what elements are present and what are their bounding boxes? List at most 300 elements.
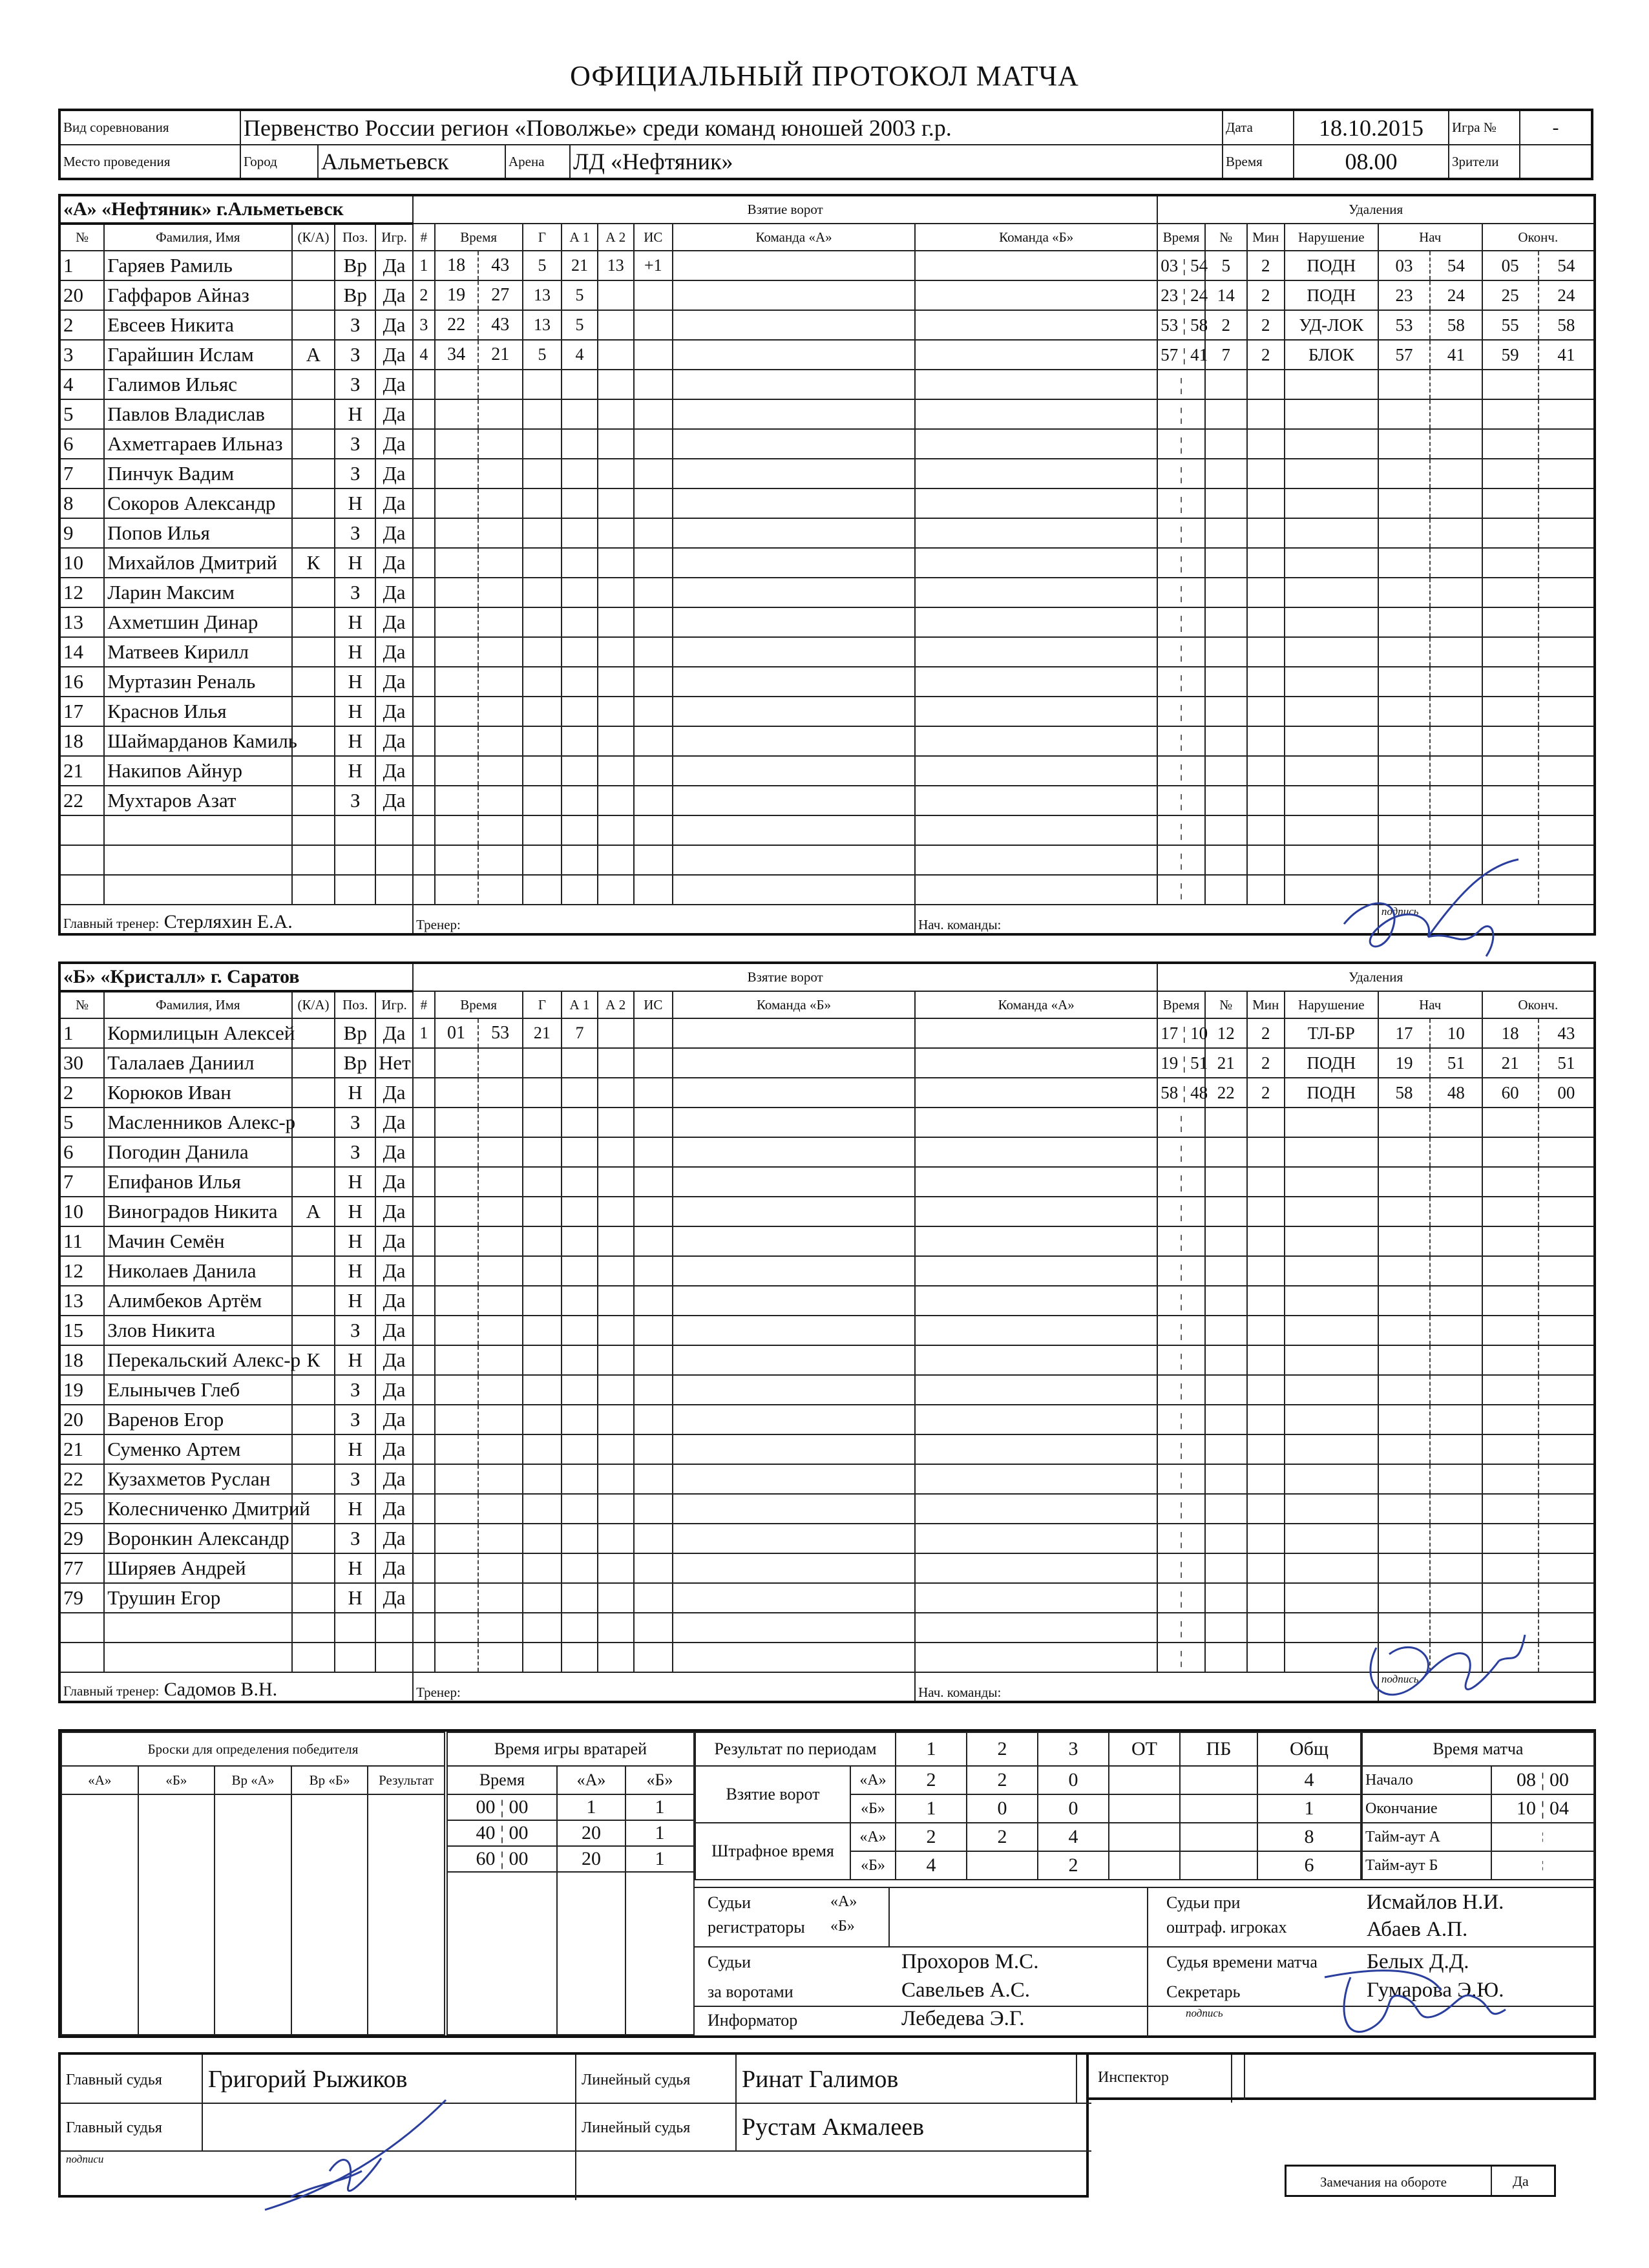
lineup-opp-cell xyxy=(915,518,1157,548)
player-name: Евсеев Никита xyxy=(104,310,291,340)
player-name: Виноградов Никита xyxy=(104,1197,291,1226)
goal-situation xyxy=(634,1524,673,1553)
penalty-time: ¦ xyxy=(1157,518,1205,548)
penalty-infraction xyxy=(1285,637,1378,667)
goal-number xyxy=(413,1286,434,1316)
goal-time-min: 19 xyxy=(435,280,478,310)
goal-number xyxy=(413,1256,434,1286)
penalty-start-sec xyxy=(1430,1345,1482,1375)
goal-number xyxy=(413,548,434,578)
lineup-own-cell xyxy=(673,518,915,548)
res-cell: 2 xyxy=(1038,1851,1109,1880)
penalty-start-min xyxy=(1378,1316,1430,1345)
player-position: Н xyxy=(335,1256,375,1286)
col-pen-infraction: Нарушение xyxy=(1285,224,1378,251)
penalty-start-min xyxy=(1378,607,1430,637)
player-name: Гаффаров Айназ xyxy=(104,280,291,310)
penalty-time: ¦ xyxy=(1157,1167,1205,1197)
lineup-opp-cell xyxy=(915,370,1157,399)
penalty-minutes xyxy=(1247,1345,1285,1375)
penalty-end-sec xyxy=(1539,845,1595,875)
penalty-player xyxy=(1205,1137,1247,1167)
goal-assist-2 xyxy=(598,726,634,756)
goal-time-sec xyxy=(478,1078,523,1108)
lineup-own-cell xyxy=(673,1613,915,1643)
goal-time-min: 01 xyxy=(435,1018,478,1048)
penalty-start-min: 53 xyxy=(1378,310,1430,340)
penalty-player xyxy=(1205,1553,1247,1583)
penalty-minutes xyxy=(1247,1494,1285,1524)
penalty-player xyxy=(1205,459,1247,488)
goal-situation xyxy=(634,429,673,459)
penalty-minutes xyxy=(1247,815,1285,845)
penalty-player xyxy=(1205,1197,1247,1226)
goal-assist-2 xyxy=(598,1078,634,1108)
penalty-end-min xyxy=(1482,399,1539,429)
goal-assist-1 xyxy=(562,1583,598,1613)
player-name: Ахметгараев Ильназ xyxy=(104,429,291,459)
goal-assist-1: 7 xyxy=(562,1018,598,1048)
penalty-minutes: 2 xyxy=(1247,280,1285,310)
penalty-start-sec xyxy=(1430,1494,1482,1524)
goal-time-min xyxy=(435,1048,478,1078)
lineup-opp-cell xyxy=(915,1494,1157,1524)
penalty-minutes xyxy=(1247,786,1285,815)
penalty-start-sec xyxy=(1430,578,1482,607)
player-position: З xyxy=(335,1405,375,1434)
goal-assist-2 xyxy=(598,1494,634,1524)
penalty-infraction xyxy=(1285,1286,1378,1316)
goal-number xyxy=(413,1494,434,1524)
goal-assist-1 xyxy=(562,756,598,786)
penalty-start-sec xyxy=(1430,518,1482,548)
penalty-end-sec xyxy=(1539,1286,1595,1316)
goal-assist-1 xyxy=(562,1494,598,1524)
secretary-sign-label: подпись xyxy=(1186,2007,1223,2019)
goal-time-sec xyxy=(478,1226,523,1256)
penalty-player: 12 xyxy=(1205,1018,1247,1048)
goal-assist-1 xyxy=(562,667,598,697)
penalty-start-min xyxy=(1378,459,1430,488)
res-col-ot: ОТ xyxy=(1109,1732,1180,1766)
penalty-player xyxy=(1205,488,1247,518)
penalty-player: 21 xyxy=(1205,1048,1247,1078)
penalty-end-min xyxy=(1482,815,1539,845)
penalty-end-sec: 43 xyxy=(1539,1018,1595,1048)
goal-assist-2 xyxy=(598,1197,634,1226)
player-position: Н xyxy=(335,1197,375,1226)
player-name: Погодин Данила xyxy=(104,1137,291,1167)
penalty-end-min xyxy=(1482,1434,1539,1464)
penalty-end-sec: 41 xyxy=(1539,340,1595,370)
goal-number xyxy=(413,845,434,875)
player-played: Да xyxy=(375,1286,413,1316)
goal-time-min xyxy=(435,1405,478,1434)
player-role xyxy=(292,1553,335,1583)
col-pen-min: Мин xyxy=(1247,224,1285,251)
player-name: Михайлов Дмитрий xyxy=(104,548,291,578)
secretary-label: Секретарь xyxy=(1166,1982,1241,2001)
lineup-own-cell xyxy=(673,667,915,697)
res-cell xyxy=(1109,1851,1180,1880)
goal-time-sec xyxy=(478,578,523,607)
col-ka: (К/А) xyxy=(292,991,335,1018)
lineup-own-cell xyxy=(673,1108,915,1137)
signature-coach-a xyxy=(1331,853,1525,995)
player-row xyxy=(59,1256,1595,1286)
goal-assist-1 xyxy=(562,637,598,667)
lineup-own-cell xyxy=(673,399,915,429)
player-name: Шаймарданов Камиль xyxy=(104,726,291,756)
player-played: Да xyxy=(375,1345,413,1375)
lineup-opp-cell xyxy=(915,875,1157,905)
time-label: Время xyxy=(1223,145,1294,179)
player-row xyxy=(59,815,1595,845)
col-assist-2: А 2 xyxy=(598,991,634,1018)
res-cell: 4 xyxy=(1038,1823,1109,1851)
goal-situation xyxy=(634,637,673,667)
player-position: Н xyxy=(335,756,375,786)
goal-assist-2 xyxy=(598,548,634,578)
player-number: 22 xyxy=(59,786,104,815)
line-1: Ринат Галимов xyxy=(742,2066,899,2093)
goal-scorer xyxy=(523,548,562,578)
col-pen-end: Оконч. xyxy=(1482,224,1595,251)
line-2: Рустам Акмалеев xyxy=(742,2114,925,2141)
penalty-player xyxy=(1205,399,1247,429)
goal-number xyxy=(413,726,434,756)
goal-situation xyxy=(634,1078,673,1108)
col-name: Фамилия, Имя xyxy=(104,224,291,251)
player-number: 12 xyxy=(59,578,104,607)
goal-time-min: 34 xyxy=(435,340,478,370)
player-role xyxy=(292,578,335,607)
penalty-time: ¦ xyxy=(1157,1137,1205,1167)
player-name: Колесниченко Дмитрий xyxy=(104,1494,291,1524)
goal-assist-2 xyxy=(598,1434,634,1464)
penalty-end-sec xyxy=(1539,637,1595,667)
penalty-end-sec xyxy=(1539,459,1595,488)
penalty-infraction xyxy=(1285,1494,1378,1524)
lineup-own-cell xyxy=(673,1078,915,1108)
player-position: З xyxy=(335,1524,375,1553)
player-position: Н xyxy=(335,697,375,726)
player-played: Да xyxy=(375,1434,413,1464)
goal-situation xyxy=(634,786,673,815)
player-role xyxy=(292,726,335,756)
penalty-start-min xyxy=(1378,667,1430,697)
player-played: Да xyxy=(375,1167,413,1197)
lineup-own-cell xyxy=(673,1316,915,1345)
lineup-opp-cell xyxy=(915,756,1157,786)
goal-scorer xyxy=(523,1345,562,1375)
player-name: Сокоров Александр xyxy=(104,488,291,518)
player-role xyxy=(292,370,335,399)
player-number: 22 xyxy=(59,1464,104,1494)
reg-team-b: «Б» xyxy=(830,1918,855,1935)
goal-scorer xyxy=(523,459,562,488)
player-row xyxy=(59,280,1595,310)
goal-assist-2 xyxy=(598,399,634,429)
goal-assist-1 xyxy=(562,1553,598,1583)
penalty-infraction xyxy=(1285,370,1378,399)
penalty-end-sec xyxy=(1539,429,1595,459)
goal-assist-2 xyxy=(598,1167,634,1197)
goal-assist-2 xyxy=(598,607,634,637)
goal-scorer xyxy=(523,637,562,667)
penalty-start-sec: 51 xyxy=(1430,1048,1482,1078)
player-played: Да xyxy=(375,726,413,756)
goal-number xyxy=(413,429,434,459)
penalty-minutes xyxy=(1247,1226,1285,1256)
goal-scorer xyxy=(523,1405,562,1434)
shootout-col-gka: Вр «А» xyxy=(215,1766,291,1794)
col-assist-1: А 1 xyxy=(562,224,598,251)
goal-scorer: 21 xyxy=(523,1018,562,1048)
goal-assist-2 xyxy=(598,1345,634,1375)
goal-situation xyxy=(634,1197,673,1226)
penalty-end-sec xyxy=(1539,1494,1595,1524)
player-played: Нет xyxy=(375,1048,413,1078)
player-row xyxy=(59,1464,1595,1494)
lineup-opp-cell xyxy=(915,1464,1157,1494)
goal-assist-2 xyxy=(598,637,634,667)
team-table xyxy=(58,961,1596,1703)
penalty-end-min: 55 xyxy=(1482,310,1539,340)
remarks-box xyxy=(1285,2165,1556,2197)
goal-number xyxy=(413,1613,434,1643)
goal-assist-2 xyxy=(598,1643,634,1672)
player-row xyxy=(59,1405,1595,1434)
lineup-opp-cell xyxy=(915,726,1157,756)
lineup-opp-cell xyxy=(915,1524,1157,1553)
penalty-infraction xyxy=(1285,429,1378,459)
col-goal-no: # xyxy=(413,224,434,251)
header-table xyxy=(58,109,1593,180)
player-position: Н xyxy=(335,399,375,429)
penalty-end-sec: 24 xyxy=(1539,280,1595,310)
goal-scorer xyxy=(523,667,562,697)
lineup-opp-cell xyxy=(915,310,1157,340)
goal-number: 1 xyxy=(413,1018,434,1048)
player-position: Н xyxy=(335,1583,375,1613)
goal-situation xyxy=(634,548,673,578)
penalty-minutes: 2 xyxy=(1247,310,1285,340)
penalty-player xyxy=(1205,845,1247,875)
res-cell: 2 xyxy=(896,1823,967,1851)
goal-assist-2 xyxy=(598,488,634,518)
player-position xyxy=(335,1643,375,1672)
lineup-opp-cell xyxy=(915,429,1157,459)
res-team-b: «Б» xyxy=(850,1794,896,1823)
goals-section-title: Взятие ворот xyxy=(413,963,1157,991)
goal-scorer xyxy=(523,1256,562,1286)
spectators-value xyxy=(1520,145,1592,179)
penalty-end-min: 60 xyxy=(1482,1078,1539,1108)
penalty-time: ¦ xyxy=(1157,1553,1205,1583)
goal-assist-2 xyxy=(598,370,634,399)
goal-situation xyxy=(634,756,673,786)
info-value: Лебедева Э.Г. xyxy=(901,2007,1025,2030)
penalty-minutes xyxy=(1247,637,1285,667)
player-row xyxy=(59,1048,1595,1078)
player-number: 2 xyxy=(59,310,104,340)
penalty-infraction: ПОДН xyxy=(1285,1048,1378,1078)
start-value: 08 ¦ 00 xyxy=(1491,1766,1594,1794)
goal-scorer xyxy=(523,1553,562,1583)
penalty-player xyxy=(1205,1256,1247,1286)
penalty-end-sec xyxy=(1539,1524,1595,1553)
player-position: Н xyxy=(335,1345,375,1375)
res-col-3: 3 xyxy=(1038,1732,1109,1766)
penalty-time: ¦ xyxy=(1157,429,1205,459)
penalty-end-sec xyxy=(1539,488,1595,518)
penalty-start-min xyxy=(1378,1464,1430,1494)
penalty-player xyxy=(1205,370,1247,399)
goal-assist-1 xyxy=(562,518,598,548)
penalty-minutes: 2 xyxy=(1247,1018,1285,1048)
team-chief: Нач. команды: xyxy=(915,1672,1378,1702)
penalty-infraction xyxy=(1285,1434,1378,1464)
penalty-minutes xyxy=(1247,518,1285,548)
team-a-block xyxy=(58,194,1596,936)
goal-time-sec xyxy=(478,1464,523,1494)
lineup-opp-cell xyxy=(915,1316,1157,1345)
goal-scorer xyxy=(523,429,562,459)
lineup-own-cell xyxy=(673,1434,915,1464)
penalty-end-min xyxy=(1482,726,1539,756)
penalty-time: 19 ¦ 51 xyxy=(1157,1048,1205,1078)
goal-time-sec xyxy=(478,1256,523,1286)
goal-time-sec xyxy=(478,1197,523,1226)
player-role xyxy=(292,1286,335,1316)
shootout-col-result: Результат xyxy=(368,1766,445,1794)
penalty-start-min xyxy=(1378,1137,1430,1167)
player-number xyxy=(59,1613,104,1643)
res-team-b: «Б» xyxy=(850,1851,896,1880)
penalty-minutes: 2 xyxy=(1247,340,1285,370)
lineup-opp-cell xyxy=(915,1643,1157,1672)
player-played: Да xyxy=(375,518,413,548)
player-role xyxy=(292,1405,335,1434)
penalty-player xyxy=(1205,1226,1247,1256)
penalty-start-min xyxy=(1378,518,1430,548)
goal-assist-1 xyxy=(562,370,598,399)
res-cell xyxy=(1180,1794,1257,1823)
penalty-infraction xyxy=(1285,459,1378,488)
penalty-start-min xyxy=(1378,1434,1430,1464)
player-played: Да xyxy=(375,1018,413,1048)
goal-number xyxy=(413,756,434,786)
goal-scorer xyxy=(523,1524,562,1553)
game-value: - xyxy=(1520,110,1592,145)
goal-scorer xyxy=(523,845,562,875)
goal-time-min xyxy=(435,667,478,697)
player-number: 3 xyxy=(59,340,104,370)
penalty-infraction: ТЛ-БР xyxy=(1285,1018,1378,1048)
goal-time-min xyxy=(435,845,478,875)
lineup-own-cell xyxy=(673,1256,915,1286)
goal-assist-1 xyxy=(562,1464,598,1494)
penalty-end-sec: 00 xyxy=(1539,1078,1595,1108)
goal-situation xyxy=(634,578,673,607)
remarks-label: Замечания на обороте xyxy=(1320,2174,1447,2190)
lineup-own-cell xyxy=(673,875,915,905)
col-pen-time: Время xyxy=(1157,224,1205,251)
goal-time-min xyxy=(435,1553,478,1583)
goal-time-min xyxy=(435,1434,478,1464)
penalty-infraction xyxy=(1285,548,1378,578)
goal-assist-1: 21 xyxy=(562,251,598,280)
goal-assist-1 xyxy=(562,1226,598,1256)
penalty-player xyxy=(1205,697,1247,726)
goal-time-min xyxy=(435,370,478,399)
penalty-start-sec xyxy=(1430,756,1482,786)
penalty-time: ¦ xyxy=(1157,1286,1205,1316)
res-cell xyxy=(1180,1766,1257,1794)
goal-assist-1 xyxy=(562,1108,598,1137)
penalty-start-min xyxy=(1378,548,1430,578)
goal-time-sec xyxy=(478,667,523,697)
goal-time-min xyxy=(435,1226,478,1256)
goal-situation xyxy=(634,697,673,726)
player-number: 16 xyxy=(59,667,104,697)
penalty-minutes xyxy=(1247,1583,1285,1613)
goal-judges-label2: за воротами xyxy=(708,1982,793,2001)
penalty-end-sec: 54 xyxy=(1539,251,1595,280)
penalty-start-sec xyxy=(1430,1167,1482,1197)
col-play: Игр. xyxy=(375,224,413,251)
penalty-player xyxy=(1205,1316,1247,1345)
penalty-end-sec xyxy=(1539,518,1595,548)
goal-scorer: 5 xyxy=(523,340,562,370)
player-name: Злов Никита xyxy=(104,1316,291,1345)
penalty-end-min xyxy=(1482,1286,1539,1316)
player-row xyxy=(59,310,1595,340)
goal-assist-1 xyxy=(562,1405,598,1434)
lineup-opp-cell xyxy=(915,1197,1157,1226)
goal-time-sec xyxy=(478,459,523,488)
goal-time-min xyxy=(435,1613,478,1643)
player-number: 7 xyxy=(59,459,104,488)
player-role xyxy=(292,1643,335,1672)
penalty-end-min: 18 xyxy=(1482,1018,1539,1048)
date-value: 18.10.2015 xyxy=(1294,110,1449,145)
penalty-end-sec xyxy=(1539,1345,1595,1375)
penalty-time: ¦ xyxy=(1157,1434,1205,1464)
res-cell: 2 xyxy=(967,1823,1038,1851)
player-played: Да xyxy=(375,1197,413,1226)
penalty-start-min xyxy=(1378,429,1430,459)
player-number xyxy=(59,875,104,905)
date-label: Дата xyxy=(1223,110,1294,145)
penalty-minutes xyxy=(1247,1643,1285,1672)
goal-time-min xyxy=(435,1524,478,1553)
player-row xyxy=(59,1345,1595,1375)
player-number: 8 xyxy=(59,488,104,518)
penalty-minutes xyxy=(1247,1405,1285,1434)
player-name: Ахметшин Динар xyxy=(104,607,291,637)
goal-situation xyxy=(634,1018,673,1048)
penalty-end-min xyxy=(1482,1345,1539,1375)
player-number: 20 xyxy=(59,280,104,310)
penalty-player xyxy=(1205,786,1247,815)
goal-situation xyxy=(634,370,673,399)
goal-time-min xyxy=(435,1167,478,1197)
penalty-start-sec xyxy=(1430,1256,1482,1286)
player-number: 21 xyxy=(59,1434,104,1464)
player-role xyxy=(292,488,335,518)
